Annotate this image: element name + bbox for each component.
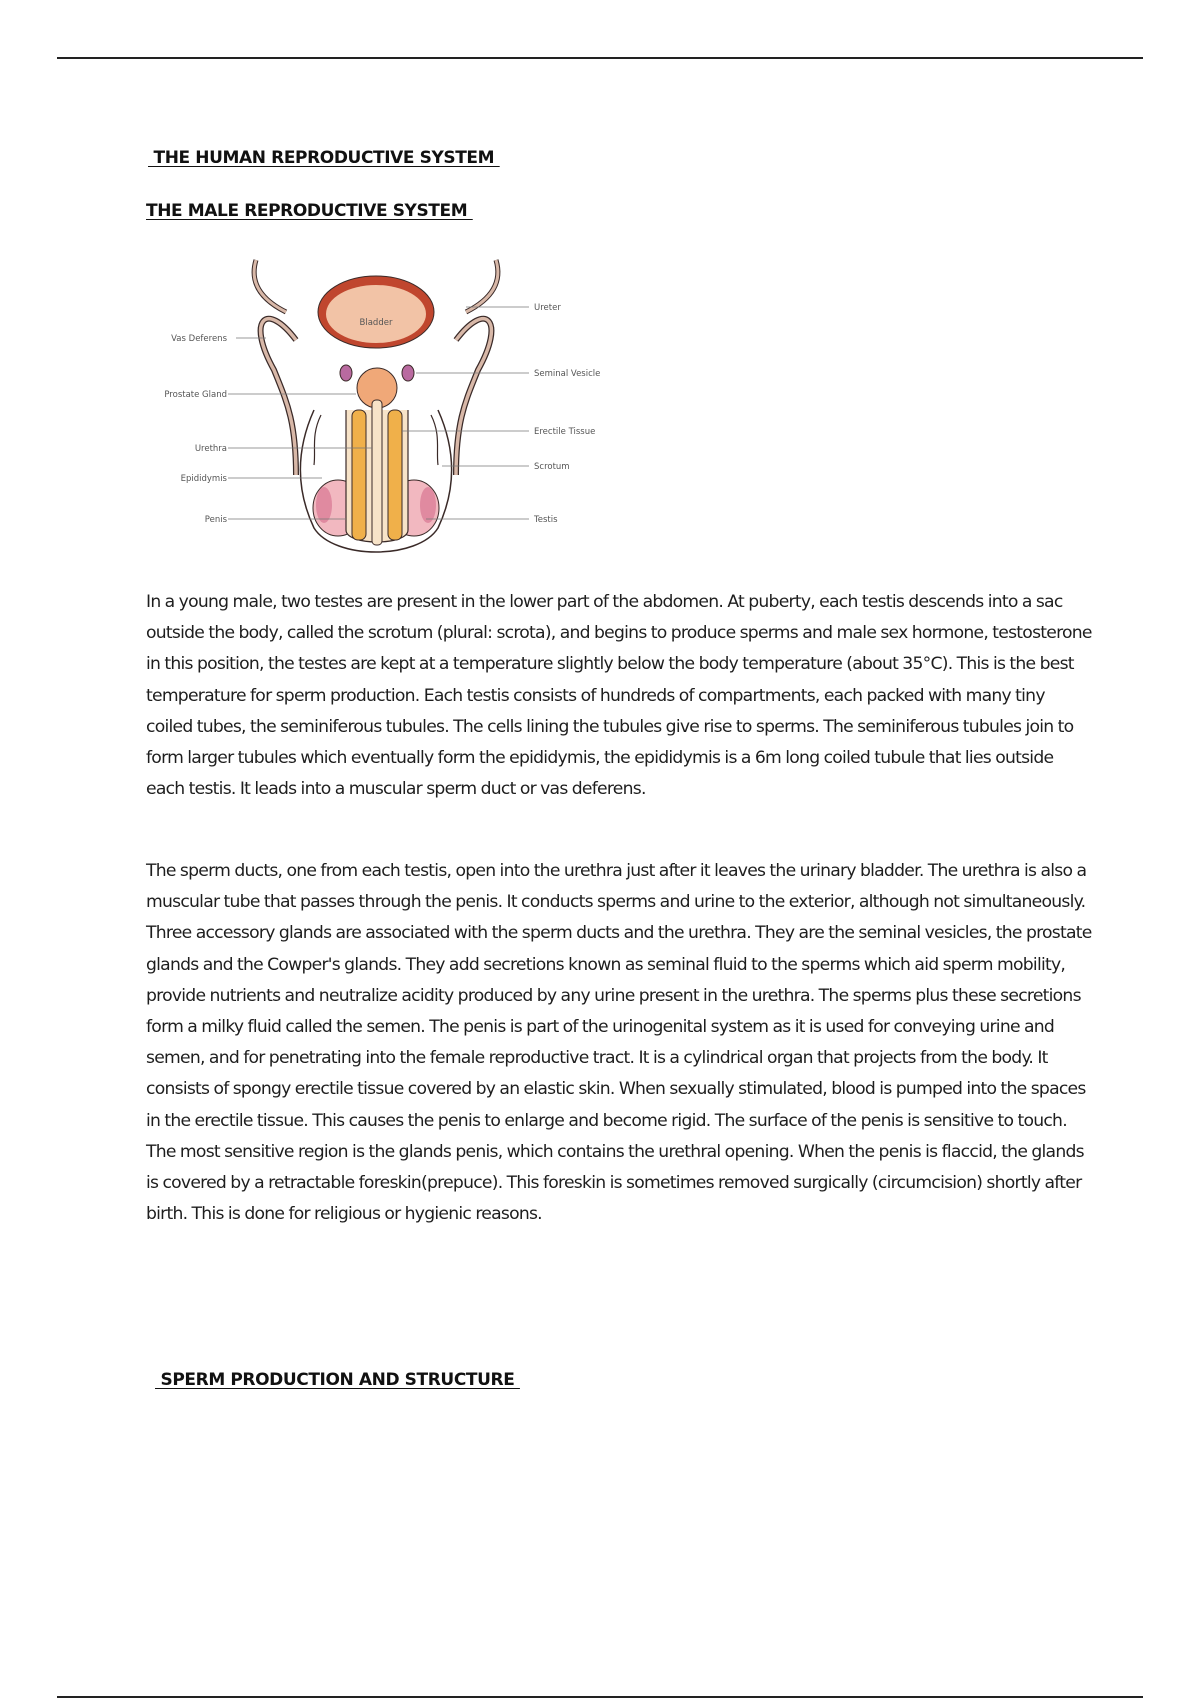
left-seminal-vesicle [340,365,352,381]
male-system-title: THE MALE REPRODUCTIVE SYSTEM [146,201,473,221]
left-vas-deferens [261,319,296,475]
sperm-production-title: SPERM PRODUCTION AND STRUCTURE [155,1370,520,1390]
body-outline-left [314,415,321,465]
label-ureter: Ureter [534,303,561,313]
main-title: THE HUMAN REPRODUCTIVE SYSTEM [148,148,500,168]
erectile-tissue-left [352,410,366,540]
right-epididymis [420,487,436,523]
label-seminal-vesicle: Seminal Vesicle [534,369,601,379]
header-rule [57,57,1143,59]
label-prostate-gland: Prostate Gland [164,390,227,400]
left-vas-deferens-inner [261,319,296,475]
label-bladder: Bladder [359,318,393,328]
label-urethra: Urethra [194,444,227,454]
erectile-tissue-right [388,410,402,540]
bladder-inner [326,285,426,343]
left-ureter [254,260,286,312]
right-ureter [466,260,498,312]
body-outline-right [431,415,438,465]
label-scrotum: Scrotum [534,462,570,472]
urethra-shape [372,400,382,545]
right-seminal-vesicle [402,365,414,381]
left-epididymis [316,487,332,523]
right-vas-deferens [456,319,491,475]
right-vas-deferens-inner [456,319,491,475]
label-penis: Penis [204,515,227,525]
label-vas-deferens: Vas Deferens [171,334,227,344]
footer-rule [57,1696,1143,1698]
paragraph-ducts-and-penis: The sperm ducts, one from each testis, open into the urethra just after it leaves the urinary bladder. The urethra is also a muscular tube that passes through the penis. It conducts sperms and urine to the exterior, although not simultaneously. Three accessory glands are associated with the sperm ducts and the urethra. They are the seminal vesicles, the prostate glands and the Cowper's glands. They add secretions known as seminal fluid to the sperms which aid sperm mobility, provide nutrients and neutralize acidity produced by any urine present in the urethra. The sperms plus these secretions form a milky fluid called the semen. The penis is part of the urinogenital system as it is used for conveying urine and semen, and for penetrating into the female reproductive tract. It is a cylindrical organ that projects from the body. It consists of spongy erectile tissue covered by an elastic skin. When sexually stimulated, blood is pumped into the spaces in the erectile tissue. This causes the penis to enlarge and become rigid. The surface of the penis is sensitive to touch. The most sensitive region is the glands penis, which contains the urethral opening. When the penis is flaccid, the glands is covered by a retractable foreskin(prepuce). This foreskin is sometimes removed surgically (circumcision) shortly after birth. This is done for religious or hygienic reasons. [146,861,1092,1225]
paragraph-testes: In a young male, two testes are present in the lower part of the abdomen. At puberty, each testis descends into a sac outside the body, called the scrotum (plural: scrota), and begins to produce sperms and male sex hormone, testosterone in this position, the testes are kept at a temperature slightly below the body temperature (about 35°C). This is the best temperature for sperm production. Each testis consists of hundreds of compartments, each packed with many tiny coiled tubes, the seminiferous tubules. The cells lining the tubules give rise to sperms. The seminiferous tubules join to form larger tubules which eventually form the epididymis, the epididymis is a 6m long coiled tubule that lies outside each testis. It leads into a muscular sperm duct or vas deferens. [146,592,1092,800]
label-erectile-tissue: Erectile Tissue [534,427,596,437]
male-reproductive-diagram [146,250,616,560]
label-testis: Testis [534,515,558,525]
label-epididymis: Epididymis [180,474,227,484]
